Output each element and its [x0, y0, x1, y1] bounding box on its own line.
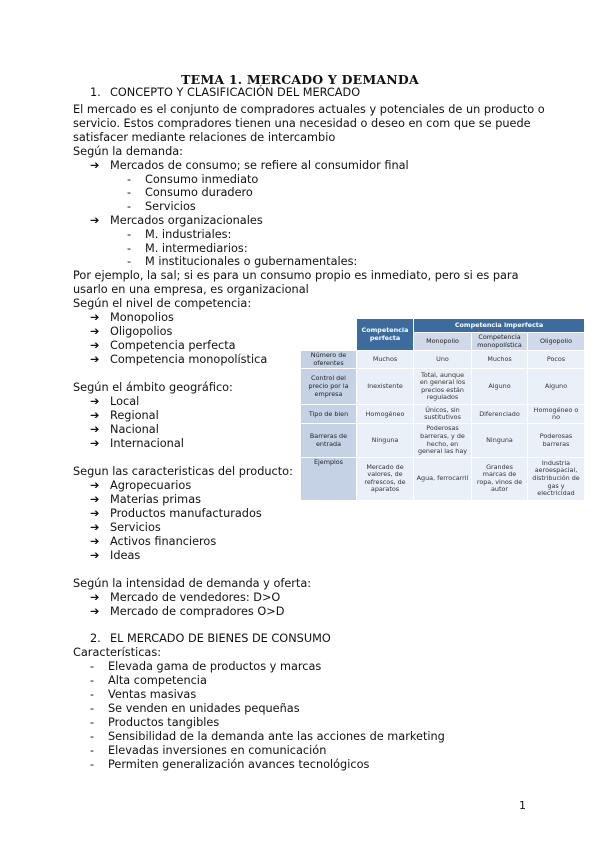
table-cell: Diferenciado — [472, 405, 528, 424]
section1-number: 1. — [90, 86, 101, 99]
example-line: usarlo en una empresa, es organizacional — [73, 283, 309, 296]
table-cell: Agua, ferrocarril — [414, 457, 472, 500]
table-subheader: Monopolio — [414, 333, 472, 351]
intro-line: El mercado es el conjunto de compradores actuales y potenciales de un producto o — [73, 103, 545, 116]
list-item: ➔ Internacional — [90, 437, 184, 450]
table-cell: Muchos — [357, 351, 414, 369]
section1-heading-text: CONCEPTO Y CLASIFICACIÓN DEL MERCADO — [110, 86, 361, 99]
list-item: ➔ Mercados de consumo; se refiere al consumidor final — [90, 159, 409, 172]
table-header-imperfect: Competencia imperfecta — [414, 319, 585, 333]
table-row-label: Control del precio por la empresa — [301, 369, 357, 405]
arrow-icon: ➔ — [90, 479, 100, 492]
table-cell: Uno — [414, 351, 472, 369]
arrow-icon: ➔ — [90, 311, 100, 324]
list-item: ➔ Mercado de compradores O>D — [90, 605, 285, 618]
list-item: - Ventas masivas — [90, 688, 197, 701]
arrow-icon: ➔ — [90, 339, 100, 352]
table-cell: Alguno — [528, 369, 585, 405]
list-item: ➔ Mercado de vendedores: D>O — [90, 591, 281, 604]
page-title: TEMA 1. MERCADO Y DEMANDA — [181, 72, 419, 87]
table-cell: Poderosas barreras — [528, 424, 585, 457]
list-item: - Sensibilidad de la demanda ante las acciones de marketing — [90, 730, 445, 743]
competition-table — [300, 318, 585, 501]
list-item: ➔ Mercados organizacionales — [90, 214, 263, 227]
list-item: ➔ Materias primas — [90, 493, 201, 506]
arrow-icon: ➔ — [90, 535, 100, 548]
table-cell: Total, aunque en general los precios están regulados — [414, 369, 472, 405]
product-label: Segun las caracteristicas del producto: — [73, 465, 293, 478]
table-cell: Ninguna — [472, 424, 528, 457]
table-cell: Homogéneo o no — [528, 405, 585, 424]
list-item: - M. industriales: — [127, 228, 232, 241]
example-line: Por ejemplo, la sal; si es para un consumo propio es inmediato, pero si es para — [73, 269, 519, 282]
list-item: - M institucionales o gubernamentales: — [127, 255, 358, 268]
list-item: - Consumo inmediato — [127, 173, 259, 186]
table-subheader: Oligopolio — [528, 333, 585, 351]
list-item: - Se venden en unidades pequeñas — [90, 702, 300, 715]
arrow-icon: ➔ — [90, 423, 100, 436]
list-item: - M. intermediarios: — [127, 242, 248, 255]
arrow-icon: ➔ — [90, 159, 100, 172]
intro-line: satisfacer mediante relaciones de intercambio — [73, 131, 336, 144]
table-row — [301, 351, 585, 369]
section2-heading-text: EL MERCADO DE BIENES DE CONSUMO — [110, 632, 331, 645]
list-item: ➔ Oligopolios — [90, 325, 173, 338]
table-row-label: Barreras de entrada — [301, 424, 357, 457]
list-item: ➔ Productos manufacturados — [90, 507, 262, 520]
table-row-label: Tipo de bien — [301, 405, 357, 424]
table-cell: Homogéneo — [357, 405, 414, 424]
table-cell: Poderosas barreras, y de hecho, en general las hay — [414, 424, 472, 457]
list-item: ➔ Competencia perfecta — [90, 339, 236, 352]
arrow-icon: ➔ — [90, 507, 100, 520]
arrow-icon: ➔ — [90, 353, 100, 366]
list-item: - Alta competencia — [90, 674, 207, 687]
intensity-label: Según la intensidad de demanda y oferta: — [73, 577, 312, 590]
table-row — [301, 405, 585, 424]
section1-heading — [90, 86, 360, 100]
arrow-icon: ➔ — [90, 437, 100, 450]
arrow-icon: ➔ — [90, 521, 100, 534]
table-cell: Muchos — [472, 351, 528, 369]
list-item: - Consumo duradero — [127, 186, 253, 199]
arrow-icon: ➔ — [90, 493, 100, 506]
demand-label: Según la demanda: — [73, 145, 183, 158]
table-subheader: Competencia monopolística — [472, 333, 528, 351]
arrow-icon: ➔ — [90, 591, 100, 604]
list-item: ➔ Ideas — [90, 549, 141, 562]
table-row-label: Ejemplos — [301, 457, 357, 500]
list-item: ➔ Activos financieros — [90, 535, 217, 548]
list-item: - Elevada gama de productos y marcas — [90, 660, 322, 673]
table-cell: Ninguna — [357, 424, 414, 457]
list-item: - Productos tangibles — [90, 716, 220, 729]
arrow-icon: ➔ — [90, 325, 100, 338]
table-corner — [301, 319, 357, 351]
table-row — [301, 369, 585, 405]
arrow-icon: ➔ — [90, 214, 100, 227]
table-row — [301, 457, 585, 500]
table-cell: Pocos — [528, 351, 585, 369]
table-cell: Mercado de valores, de refrescos, de aparatos — [357, 457, 414, 500]
list-item: ➔ Agropecuarios — [90, 479, 192, 492]
page-number: 1 — [519, 799, 526, 812]
section2-label: Características: — [73, 646, 162, 659]
section2-number: 2. — [90, 632, 101, 645]
list-item: ➔ Competencia monopolística — [90, 353, 268, 366]
intro-line: servicio. Estos compradores tienen una necesidad o deseo en com que se puede — [73, 117, 531, 130]
section2-heading — [90, 632, 331, 646]
list-item: - Servicios — [127, 200, 196, 213]
table-row — [301, 424, 585, 457]
list-item: ➔ Local — [90, 395, 140, 408]
table-cell: Alguno — [472, 369, 528, 405]
arrow-icon: ➔ — [90, 549, 100, 562]
list-item: ➔ Nacional — [90, 423, 159, 436]
table-header-perfect: Competencia perfecta — [357, 319, 414, 351]
list-item: ➔ Regional — [90, 409, 159, 422]
table-cell: Inexistente — [357, 369, 414, 405]
table-row-label: Número de oferentes — [301, 351, 357, 369]
competencia-label: Según el nivel de competencia: — [73, 297, 252, 310]
arrow-icon: ➔ — [90, 605, 100, 618]
arrow-icon: ➔ — [90, 409, 100, 422]
list-item: - Elevadas inversiones en comunicación — [90, 744, 327, 757]
table-cell: Únicos, sin sustitutivos — [414, 405, 472, 424]
arrow-icon: ➔ — [90, 395, 100, 408]
geo-label: Según el ámbito geográfico: — [73, 381, 233, 394]
list-item: ➔ Servicios — [90, 521, 161, 534]
table-cell: Industria aeroespacial, distribución de gas y electricidad — [528, 457, 585, 500]
list-item: ➔ Monopolios — [90, 311, 174, 324]
list-item: - Permiten generalización avances tecnológicos — [90, 758, 370, 771]
table-cell: Grandes marcas de ropa, vinos de autor — [472, 457, 528, 500]
